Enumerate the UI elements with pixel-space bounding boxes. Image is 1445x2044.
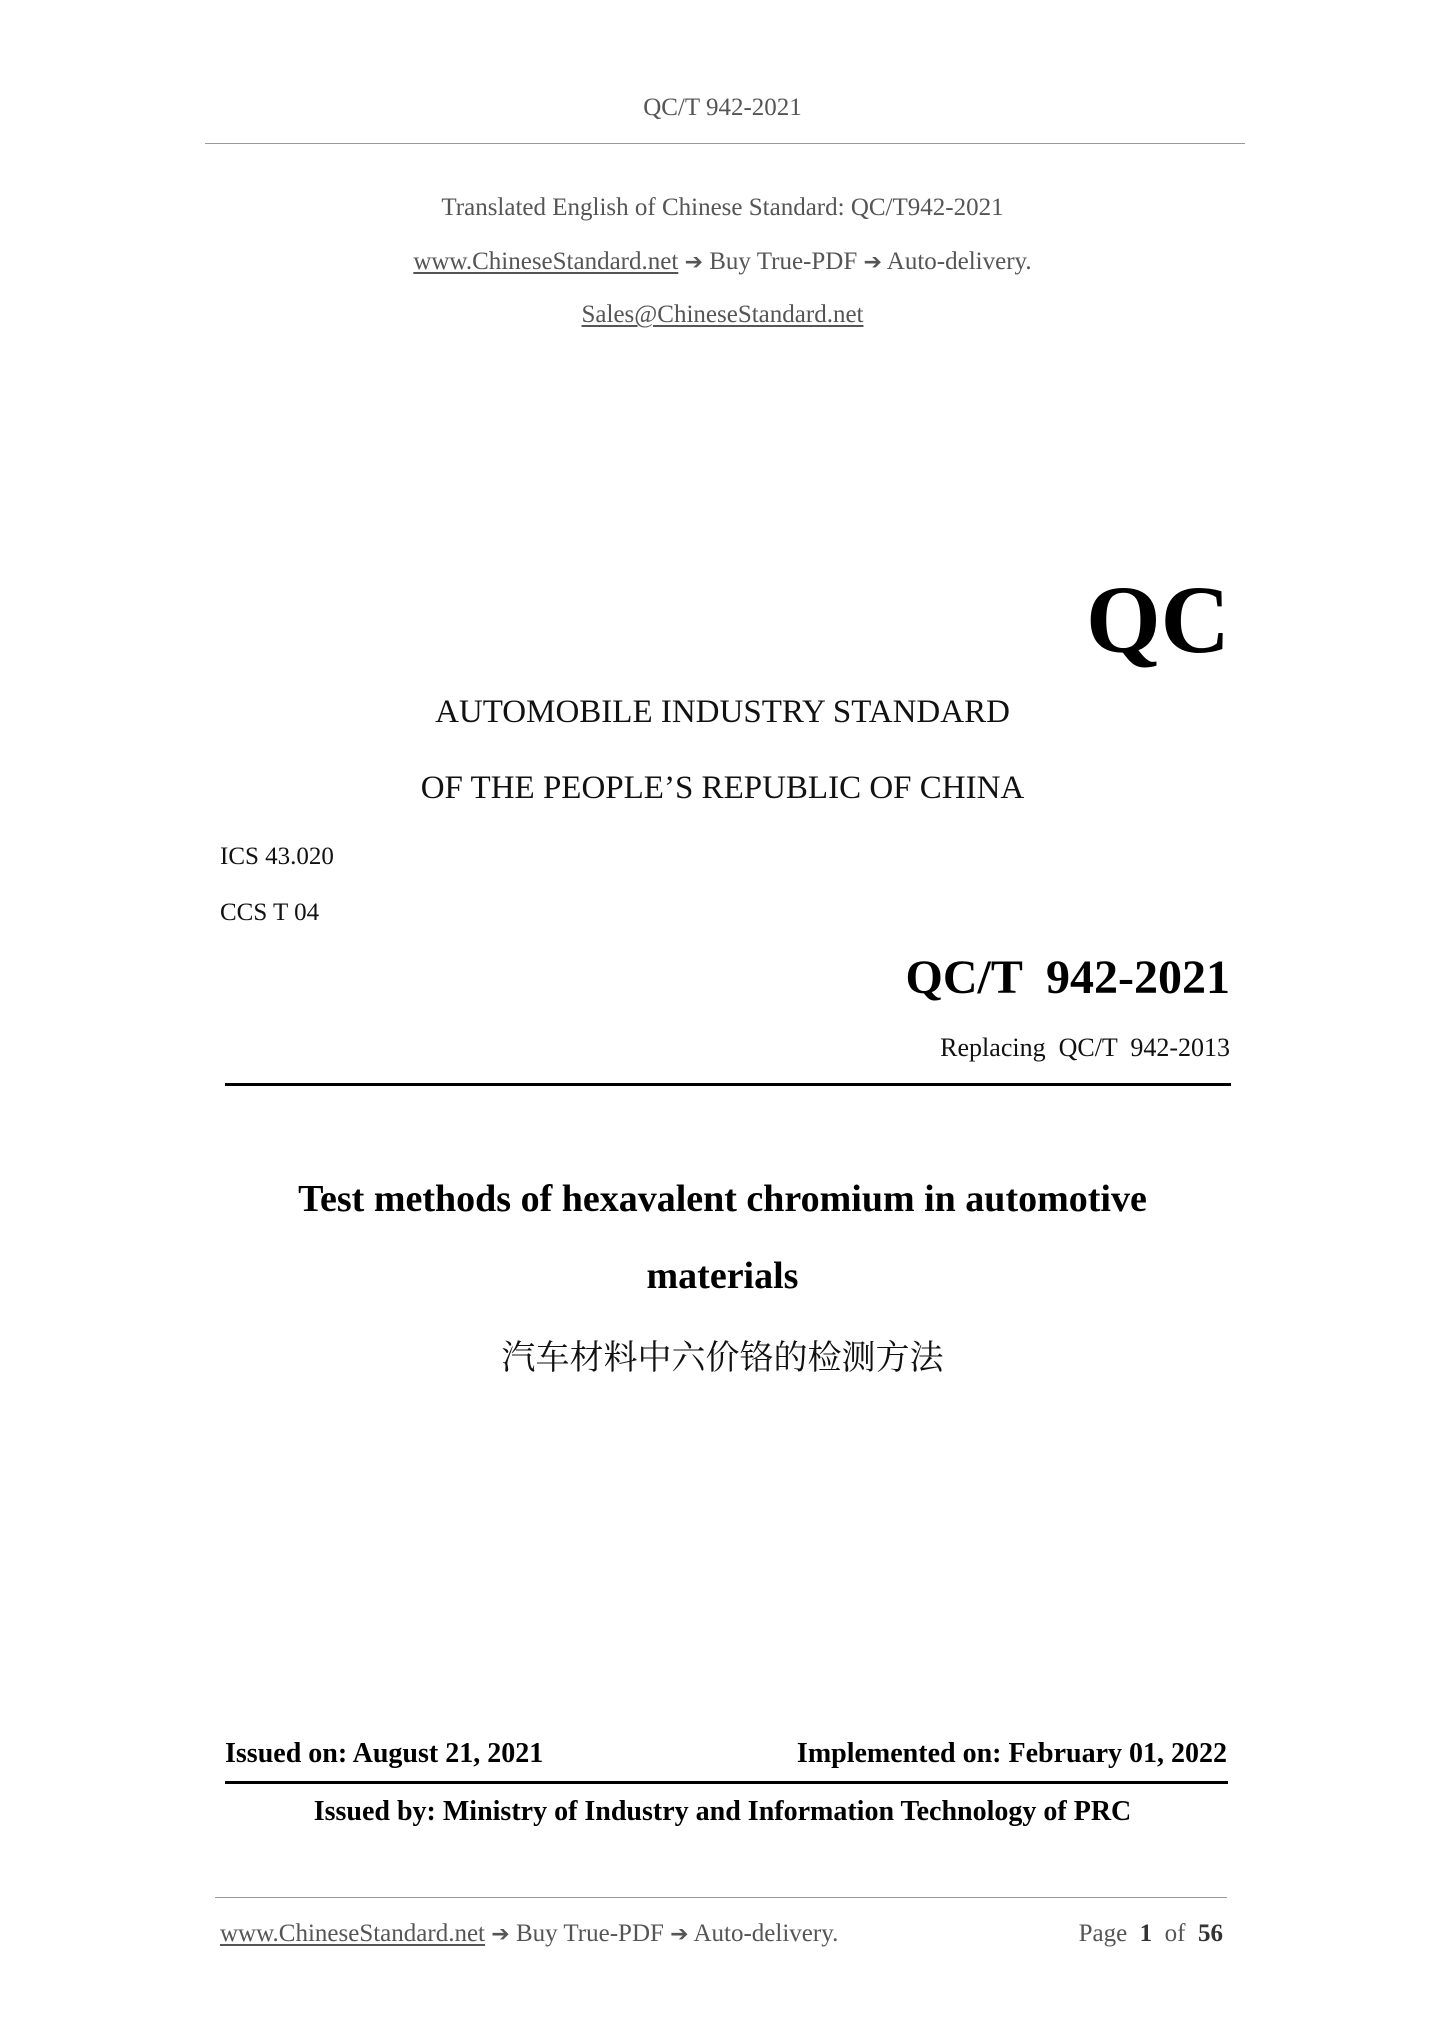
document-title-line1: Test methods of hexavalent chromium in automotive xyxy=(298,1178,1147,1220)
standard-category-line1: AUTOMOBILE INDUSTRY STANDARD xyxy=(435,694,1010,730)
footer-links xyxy=(220,1920,838,1948)
page-word: Page xyxy=(1078,1920,1128,1947)
right-arrow-icon: ➔ xyxy=(684,250,703,275)
running-header: QC/T 942-2021 xyxy=(643,94,802,121)
page-total: 56 xyxy=(1198,1920,1223,1947)
replacing-note: Replacing QC/T 942-2013 xyxy=(940,1033,1230,1062)
translation-notice: Translated English of Chinese Standard: QC/T942-2021 xyxy=(441,194,1004,221)
email-link[interactable]: Sales@ChineseStandard.net xyxy=(581,301,864,328)
ics-code: ICS 43.020 xyxy=(220,843,334,870)
right-arrow-icon: ➔ xyxy=(491,1922,510,1947)
qc-mark: QC xyxy=(1086,566,1230,673)
document-title-chinese: 汽车材料中六价铬的检测方法 xyxy=(501,1338,944,1378)
site-link[interactable]: www.ChineseStandard.net xyxy=(413,248,679,275)
title-divider xyxy=(225,1083,1231,1086)
footer-delivery-text: Auto-delivery. xyxy=(693,1920,839,1947)
header-divider xyxy=(205,143,1245,144)
issuing-authority: Issued by: Ministry of Industry and Information Technology of PRC xyxy=(313,1796,1132,1827)
translation-links xyxy=(0,248,1445,276)
delivery-text: Auto-delivery. xyxy=(886,248,1032,275)
footer-buy-text: Buy True-PDF xyxy=(515,1920,664,1947)
issued-on-date: Issued on: August 21, 2021 xyxy=(225,1738,544,1769)
implemented-on-date: Implemented on: February 01, 2022 xyxy=(796,1738,1227,1769)
page-indicator xyxy=(1079,1920,1223,1948)
of-word: of xyxy=(1164,1920,1186,1947)
email-line xyxy=(0,301,1445,329)
page-current: 1 xyxy=(1139,1920,1153,1947)
ccs-code: CCS T 04 xyxy=(220,899,320,926)
footer-divider xyxy=(215,1897,1227,1898)
right-arrow-icon: ➔ xyxy=(863,250,882,275)
dates-divider xyxy=(225,1781,1228,1784)
standard-number: QC/T 942-2021 xyxy=(905,951,1230,1004)
standard-category-line2: OF THE PEOPLE’S REPUBLIC OF CHINA xyxy=(420,770,1025,806)
buy-text: Buy True-PDF xyxy=(709,248,858,275)
footer-site-link[interactable]: www.ChineseStandard.net xyxy=(220,1920,485,1947)
document-title-line2: materials xyxy=(646,1255,799,1297)
right-arrow-icon: ➔ xyxy=(670,1922,689,1947)
